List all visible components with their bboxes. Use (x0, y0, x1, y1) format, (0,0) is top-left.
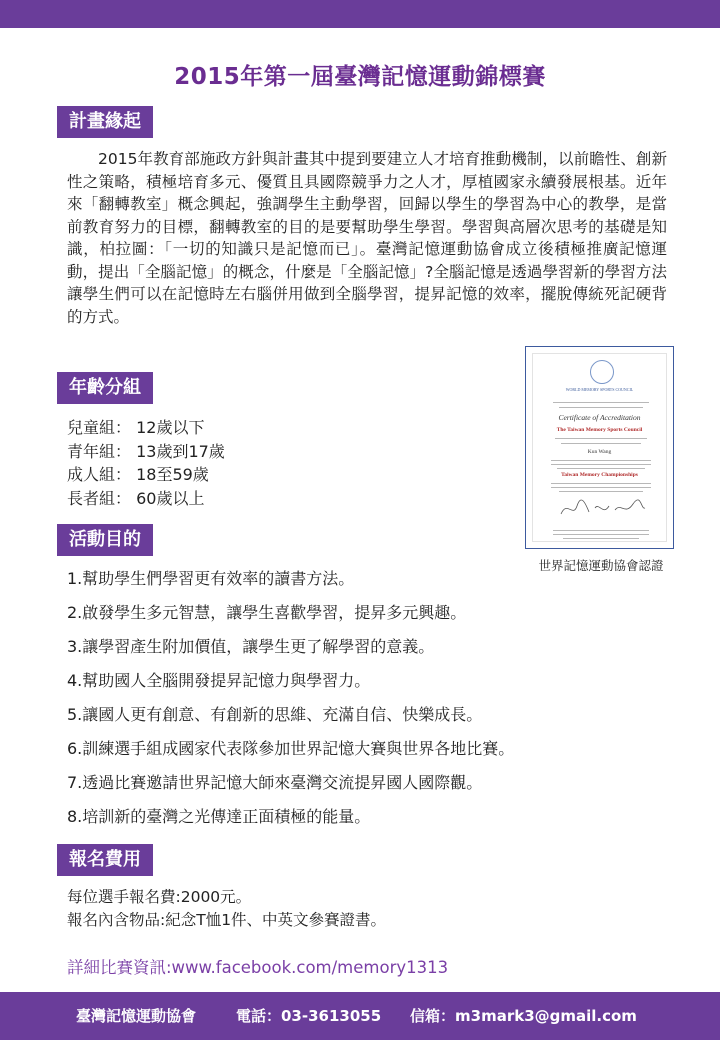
age-group-item: 兒童組： 12歲以下 (67, 418, 205, 437)
facebook-link[interactable]: 詳細比賽資訊:www.facebook.com/memory1313 (67, 958, 449, 977)
page-title: 2015年第一屆臺灣記憶運動錦標賽 (174, 64, 546, 90)
goal-item: 6.訓練選手組成國家代表隊參加世界記憶大賽與世界各地比賽。 (67, 739, 515, 758)
footer-phone: 電話：03-3613055 (236, 1007, 382, 1025)
certificate-signature-image (559, 498, 649, 520)
section-header-age-groups: 年齡分組 (57, 372, 153, 404)
goal-item: 7.透過比賽邀請世界記憶大師來臺灣交流提昇國人國際觀。 (67, 773, 483, 792)
goal-item: 5.讓國人更有創意、有創新的思維、充滿自信、快樂成長。 (67, 705, 483, 724)
certificate-heading: Certificate of Accreditation (558, 413, 641, 422)
fee-line: 每位選手報名費:2000元。 (67, 888, 252, 906)
certificate-text-line (563, 538, 639, 539)
intro-paragraph: 2015年教育部施政方針與計畫其中提到要建立人才培育推動機制，以前瞻性、創新性之策略，積極培育多元、優質且具國際競爭力之人才，厚植國家永續發展根基。近年來「翻轉教室」概念興起，強調學生主動學習，回歸以學生的學習為中心的教學，是當前教育努力的目標，翻轉教室的目的是要幫助學生學習。學習與高層次思考的基礎是知識，柏拉圖：「一切的知識只是記憶而已」。臺灣記憶運動協會成立後積極推廣記憶運動，提出「全腦記憶」的概念，什麼是「全腦記憶」?全腦記憶是透過學習新的學習方法讓學生們可以在記憶時左右腦併用做到全腦學習，提昇記憶的效率，擺脫傳統死記硬背的方式。 (67, 150, 667, 326)
goal-item: 8.培訓新的臺灣之光傳達正面積極的能量。 (67, 807, 371, 826)
goal-item: 1.幫助學生們學習更有效率的讀書方法。 (67, 569, 355, 588)
certificate-text-line (551, 483, 651, 484)
age-group-item: 成人組： 18至59歲 (67, 465, 209, 484)
goal-list (67, 568, 514, 840)
council-logo-icon (590, 360, 614, 384)
section-header-fee: 報名費用 (57, 844, 153, 876)
certificate-text-line (557, 468, 645, 469)
fee-details (67, 886, 386, 932)
footer-email[interactable]: 信箱：m3mark3@gmail.com (410, 1007, 637, 1025)
goal-item: 4.幫助國人全腦開發提昇記憶力與學習力。 (67, 671, 371, 690)
goal-item: 2.啟發學生多元智慧，讓學生喜歡學習，提昇多元興趣。 (67, 603, 467, 622)
certificate-text-line (555, 438, 647, 439)
age-group-list (67, 416, 225, 510)
footer-org-name: 臺灣記憶運動協會 (76, 1007, 197, 1025)
certificate-text-line (551, 460, 651, 461)
council-logo-text: WORLD MEMORY SPORTS COUNCIL (565, 387, 634, 392)
certificate-event: Taiwan Memory Championships (561, 472, 638, 478)
goal-item: 3.讓學習產生附加價值，讓學生更了解學習的意義。 (67, 637, 435, 656)
top-banner (0, 0, 720, 28)
certificate-caption: 世界記憶運動協會認證 (538, 558, 664, 573)
section-header-intro: 計畫緣起 (57, 106, 153, 138)
intro-text (67, 148, 667, 328)
certificate-text-line (553, 402, 649, 403)
certificate-person: Kun Wang (587, 449, 612, 455)
certificate-image (525, 346, 674, 549)
section-header-goals: 活動目的 (57, 524, 153, 556)
certificate-text-line (553, 530, 649, 531)
certificate-text-line (561, 443, 641, 444)
certificate-text-line (559, 491, 643, 492)
certificate-text-line (551, 487, 651, 488)
fee-line: 報名內含物品:紀念T恤1件、中英文參賽證書。 (67, 911, 387, 929)
certificate-border (532, 353, 667, 542)
certificate-text-line (551, 464, 651, 465)
certificate-org-name: The Taiwan Memory Sports Council (556, 427, 643, 433)
certificate-text-line (553, 534, 649, 535)
age-group-item: 長者組： 60歲以上 (67, 488, 205, 508)
certificate-text-line (559, 407, 643, 408)
footer-bar (0, 992, 720, 1040)
age-group-item: 青年組： 13歲到17歲 (67, 441, 225, 461)
